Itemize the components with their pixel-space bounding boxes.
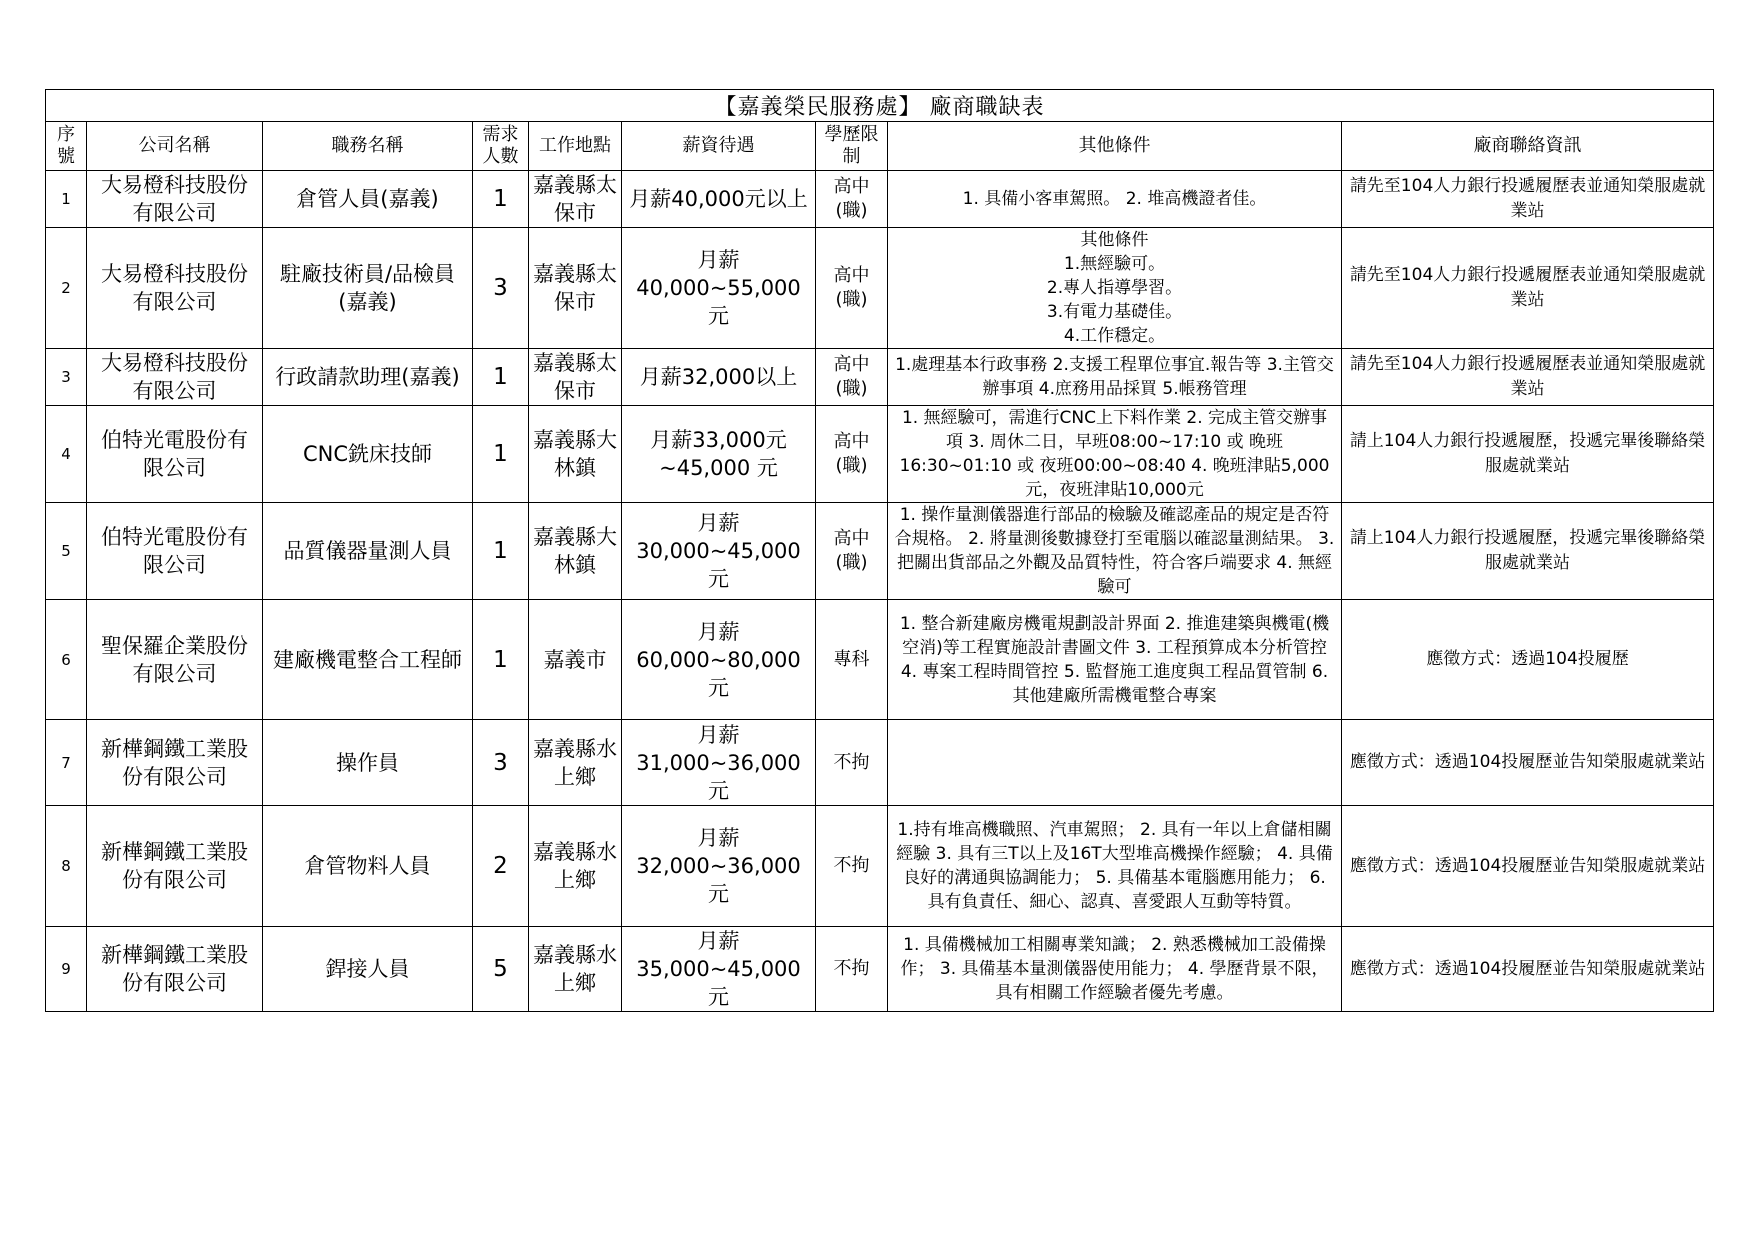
contact-info: 應徵方式：透過104投履歷並告知榮服處就業站	[1342, 720, 1714, 806]
work-location: 嘉義縣太保市	[529, 171, 622, 228]
header-salary: 薪資待遇	[622, 122, 816, 171]
table-row	[46, 406, 1714, 503]
job-title: 倉管物料人員	[263, 806, 473, 927]
company-name: 大易橙科技股份有限公司	[87, 228, 263, 349]
row-number: 8	[46, 806, 87, 927]
table-row	[46, 600, 1714, 720]
work-location: 嘉義縣水上鄉	[529, 806, 622, 927]
salary: 月薪32,000~36,000元	[622, 806, 816, 927]
other-conditions: 1.持有堆高機職照、汽車駕照； 2. 具有一年以上倉儲相關經驗 3. 具有三T以上及16T大型堆高機操作經驗； 4. 具備良好的溝通與協調能力； 5. 具備基本電腦應用能力； 6. 具有負責任、細心、認真、喜愛跟人互動等特質。	[888, 806, 1342, 927]
work-location: 嘉義縣大林鎮	[529, 503, 622, 600]
education-requirement: 高中(職)	[816, 503, 888, 600]
table-row	[46, 806, 1714, 927]
header-company: 公司名稱	[87, 122, 263, 171]
salary: 月薪35,000~45,000元	[622, 927, 816, 1012]
header-count: 需求人數	[473, 122, 529, 171]
work-location: 嘉義縣太保市	[529, 349, 622, 406]
contact-info: 應徵方式：透過104投履歷	[1342, 600, 1714, 720]
education-requirement: 不拘	[816, 720, 888, 806]
header-location: 工作地點	[529, 122, 622, 171]
other-conditions: 1. 具備機械加工相關專業知識； 2. 熟悉機械加工設備操作； 3. 具備基本量測儀器使用能力； 4. 學歷背景不限，具有相關工作經驗者優先考慮。	[888, 927, 1342, 1012]
headcount: 1	[473, 503, 529, 600]
job-title: 建廠機電整合工程師	[263, 600, 473, 720]
contact-info: 應徵方式：透過104投履歷並告知榮服處就業站	[1342, 927, 1714, 1012]
headcount: 3	[473, 228, 529, 349]
company-name: 伯特光電股份有限公司	[87, 503, 263, 600]
company-name: 大易橙科技股份有限公司	[87, 349, 263, 406]
salary: 月薪60,000~80,000元	[622, 600, 816, 720]
headcount: 1	[473, 171, 529, 228]
header-no: 序號	[46, 122, 87, 171]
work-location: 嘉義市	[529, 600, 622, 720]
salary: 月薪40,000元以上	[622, 171, 816, 228]
work-location: 嘉義縣太保市	[529, 228, 622, 349]
job-title: CNC銑床技師	[263, 406, 473, 503]
row-number: 5	[46, 503, 87, 600]
job-title: 銲接人員	[263, 927, 473, 1012]
job-vacancy-sheet	[45, 89, 1713, 1012]
education-requirement: 不拘	[816, 806, 888, 927]
salary: 月薪31,000~36,000元	[622, 720, 816, 806]
company-name: 新樺鋼鐵工業股份有限公司	[87, 927, 263, 1012]
salary: 月薪30,000~45,000元	[622, 503, 816, 600]
row-number: 1	[46, 171, 87, 228]
education-requirement: 高中(職)	[816, 171, 888, 228]
job-title: 品質儀器量測人員	[263, 503, 473, 600]
table-row	[46, 720, 1714, 806]
headcount: 1	[473, 406, 529, 503]
job-title: 行政請款助理(嘉義)	[263, 349, 473, 406]
headcount: 1	[473, 349, 529, 406]
table-row	[46, 228, 1714, 349]
job-title: 倉管人員(嘉義)	[263, 171, 473, 228]
other-conditions: 1. 操作量測儀器進行部品的檢驗及確認產品的規定是否符合規格。 2. 將量測後數據登打至電腦以確認量測結果。 3. 把關出貨部品之外觀及品質特性，符合客戶端要求 4. 無經驗可	[888, 503, 1342, 600]
company-name: 聖保羅企業股份有限公司	[87, 600, 263, 720]
other-conditions: 1. 無經驗可，需進行CNC上下料作業 2. 完成主管交辦事項 3. 周休二日，早班08:00~17:10 或 晚班16:30~01:10 或 夜班00:00~08:40 4. 晚班津貼5,000元，夜班津貼10,000元	[888, 406, 1342, 503]
other-conditions: 1.處理基本行政事務 2.支援工程單位事宜.報告等 3.主管交辦事項 4.庶務用品採買 5.帳務管理	[888, 349, 1342, 406]
education-requirement: 專科	[816, 600, 888, 720]
work-location: 嘉義縣大林鎮	[529, 406, 622, 503]
job-title: 操作員	[263, 720, 473, 806]
table-row	[46, 349, 1714, 406]
salary: 月薪33,000元~45,000 元	[622, 406, 816, 503]
education-requirement: 不拘	[816, 927, 888, 1012]
header-education: 學歷限制	[816, 122, 888, 171]
headcount: 1	[473, 600, 529, 720]
header-row	[46, 122, 1714, 171]
work-location: 嘉義縣水上鄉	[529, 720, 622, 806]
company-name: 大易橙科技股份有限公司	[87, 171, 263, 228]
education-requirement: 高中(職)	[816, 349, 888, 406]
header-other: 其他條件	[888, 122, 1342, 171]
salary: 月薪32,000以上	[622, 349, 816, 406]
header-job: 職務名稱	[263, 122, 473, 171]
table-title: 【嘉義榮民服務處】 廠商職缺表	[46, 90, 1714, 122]
row-number: 2	[46, 228, 87, 349]
other-conditions: 其他條件 1.無經驗可。 2.專人指導學習。 3.有電力基礎佳。 4.工作穩定。	[888, 228, 1342, 349]
contact-info: 請上104人力銀行投遞履歷，投遞完畢後聯絡榮服處就業站	[1342, 503, 1714, 600]
contact-info: 請先至104人力銀行投遞履歷表並通知榮服處就業站	[1342, 171, 1714, 228]
contact-info: 請上104人力銀行投遞履歷，投遞完畢後聯絡榮服處就業站	[1342, 406, 1714, 503]
row-number: 9	[46, 927, 87, 1012]
contact-info: 請先至104人力銀行投遞履歷表並通知榮服處就業站	[1342, 349, 1714, 406]
company-name: 新樺鋼鐵工業股份有限公司	[87, 806, 263, 927]
job-table	[45, 89, 1714, 1012]
table-row	[46, 171, 1714, 228]
other-conditions	[888, 720, 1342, 806]
headcount: 5	[473, 927, 529, 1012]
row-number: 7	[46, 720, 87, 806]
education-requirement: 高中(職)	[816, 228, 888, 349]
company-name: 伯特光電股份有限公司	[87, 406, 263, 503]
job-title: 駐廠技術員/品檢員(嘉義)	[263, 228, 473, 349]
row-number: 4	[46, 406, 87, 503]
other-conditions: 1. 具備小客車駕照。 2. 堆高機證者佳。	[888, 171, 1342, 228]
other-conditions: 1. 整合新建廠房機電規劃設計界面 2. 推進建築與機電(機空消)等工程實施設計書圖文件 3. 工程預算成本分析管控 4. 專案工程時間管控 5. 監督施工進度與工程品質管制 6. 其他建廠所需機電整合專案	[888, 600, 1342, 720]
row-number: 6	[46, 600, 87, 720]
work-location: 嘉義縣水上鄉	[529, 927, 622, 1012]
header-contact: 廠商聯絡資訊	[1342, 122, 1714, 171]
headcount: 2	[473, 806, 529, 927]
education-requirement: 高中(職)	[816, 406, 888, 503]
table-row	[46, 503, 1714, 600]
contact-info: 請先至104人力銀行投遞履歷表並通知榮服處就業站	[1342, 228, 1714, 349]
row-number: 3	[46, 349, 87, 406]
headcount: 3	[473, 720, 529, 806]
company-name: 新樺鋼鐵工業股份有限公司	[87, 720, 263, 806]
table-row	[46, 927, 1714, 1012]
contact-info: 應徵方式：透過104投履歷並告知榮服處就業站	[1342, 806, 1714, 927]
salary: 月薪40,000~55,000元	[622, 228, 816, 349]
